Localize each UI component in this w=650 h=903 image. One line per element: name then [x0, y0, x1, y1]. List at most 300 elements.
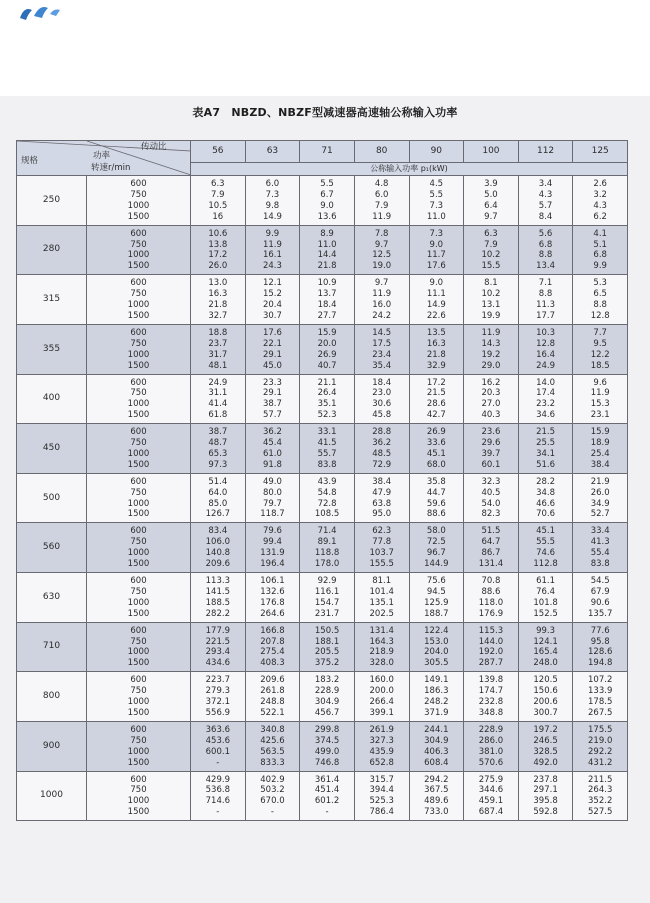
power-value: 118.7 [260, 509, 285, 520]
power-value: 29.1 [262, 349, 282, 360]
speed-value: 1000 [127, 349, 150, 360]
size-cell: 630 [17, 573, 87, 623]
power-value: 132.6 [260, 586, 285, 597]
power-value: 11.1 [426, 289, 446, 300]
power-value: 261.8 [260, 686, 285, 697]
power-value: 149.1 [424, 675, 449, 686]
ratio-header-cell: 56 [191, 141, 246, 163]
power-value: 39.7 [481, 448, 501, 459]
power-value: 4.1 [593, 228, 607, 239]
speed-value: 750 [130, 586, 147, 597]
power-value: 51.6 [536, 459, 556, 470]
power-cell [300, 771, 355, 821]
power-value: 10.2 [481, 250, 501, 261]
power-value: 164.3 [369, 636, 394, 647]
speed-cell [87, 573, 191, 623]
power-value: 3.9 [484, 179, 498, 189]
power-cell [464, 473, 519, 523]
power-value: 19.9 [481, 310, 501, 321]
speed-cell [87, 672, 191, 722]
power-value: 6.0 [374, 189, 389, 200]
power-value: 264.3 [588, 785, 613, 796]
power-value: 5.1 [593, 239, 607, 250]
power-cell [409, 275, 464, 325]
speed-value: 1500 [127, 410, 150, 421]
power-cell [245, 424, 300, 474]
power-value: 425.6 [260, 735, 285, 746]
power-cell [573, 324, 628, 374]
ratio-header-cell: 90 [409, 141, 464, 163]
power-cell [354, 374, 409, 424]
power-cell [518, 672, 573, 722]
power-value: 32.7 [208, 310, 228, 321]
power-value: 11.9 [262, 239, 282, 250]
speed-value: 600 [130, 576, 147, 586]
power-value: 687.4 [478, 807, 504, 818]
power-value: 231.7 [314, 608, 340, 619]
power-value: 144.9 [424, 559, 449, 570]
power-value: 13.0 [208, 278, 228, 289]
power-value: 287.7 [478, 658, 504, 669]
power-value: 55.5 [536, 537, 556, 548]
power-value: 35.4 [372, 360, 392, 371]
power-cell [245, 324, 300, 374]
power-value: 41.5 [317, 438, 337, 449]
power-cell [464, 771, 519, 821]
power-value: 23.7 [208, 338, 228, 349]
power-value: 395.8 [533, 796, 558, 807]
power-value: 10.9 [317, 278, 337, 289]
power-cell [300, 176, 355, 226]
power-value: 178.5 [588, 697, 613, 708]
power-value: 21.8 [426, 349, 446, 360]
power-value: 19.2 [481, 349, 501, 360]
speed-label: 转速r/min [91, 163, 131, 173]
power-value: 95.8 [590, 636, 610, 647]
power-value: 11.9 [481, 327, 501, 338]
power-value: 33.4 [590, 526, 610, 537]
power-value: 9.0 [429, 239, 444, 250]
power-value: 52.7 [590, 509, 610, 520]
power-value: 63.8 [372, 498, 392, 509]
power-value: 228.9 [478, 724, 504, 735]
power-value: 14.9 [426, 300, 446, 311]
power-value: 4.3 [593, 200, 607, 211]
size-cell: 250 [17, 176, 87, 226]
power-value: 155.5 [369, 559, 394, 570]
power-value: 118.8 [314, 548, 340, 559]
power-value: 88.6 [426, 509, 446, 520]
power-value: 200.6 [533, 697, 558, 708]
power-value: 106.0 [205, 537, 230, 548]
power-value: 144.0 [478, 636, 504, 647]
power-value: 21.8 [317, 261, 337, 272]
power-value: 492.0 [533, 757, 558, 768]
size-cell: 1000 [17, 771, 87, 821]
power-value: 120.5 [533, 675, 558, 686]
speed-value: 600 [130, 526, 147, 537]
power-value: 556.9 [205, 707, 230, 718]
speed-value: 600 [130, 675, 147, 686]
power-cell [191, 721, 246, 771]
power-value: 17.4 [536, 388, 556, 399]
power-value: 9.0 [429, 278, 444, 289]
power-cell [300, 424, 355, 474]
power-value: 361.4 [314, 774, 340, 785]
power-value: - [270, 807, 274, 818]
power-value: 35.8 [426, 476, 446, 487]
power-value: 16.4 [536, 349, 556, 360]
power-value: 489.6 [424, 796, 449, 807]
power-cell [409, 573, 464, 623]
power-value: 8.8 [593, 300, 607, 311]
power-value: 77.8 [372, 537, 392, 548]
power-cell [573, 573, 628, 623]
power-value: 6.8 [538, 239, 553, 250]
power-value: 17.2 [208, 250, 228, 261]
table-row [17, 771, 628, 821]
power-value: 264.6 [260, 608, 285, 619]
power-cell [518, 324, 573, 374]
power-value: 16.2 [481, 377, 501, 388]
power-value: 23.0 [372, 388, 392, 399]
power-value: 3.2 [593, 189, 607, 200]
power-value: 6.7 [320, 189, 334, 200]
power-value: 139.8 [478, 675, 504, 686]
speed-cell [87, 721, 191, 771]
power-cell [464, 324, 519, 374]
power-value: 9.8 [265, 200, 280, 211]
power-value: 431.2 [588, 757, 613, 768]
power-value: 8.8 [538, 250, 553, 261]
power-value: 267.5 [588, 707, 613, 718]
power-value: 152.5 [533, 608, 558, 619]
size-cell: 355 [17, 324, 87, 374]
power-value: 228.9 [314, 686, 340, 697]
power-value: 204.0 [424, 647, 449, 658]
speed-value: 750 [130, 289, 147, 300]
power-value: 305.5 [424, 658, 449, 669]
power-value: 211.5 [588, 774, 613, 785]
power-value: 372.1 [205, 697, 230, 708]
power-value: 188.5 [205, 597, 230, 608]
power-value: 15.9 [590, 427, 610, 438]
power-cell [573, 176, 628, 226]
power-cell [409, 176, 464, 226]
power-value: 32.3 [481, 476, 501, 487]
power-value: 299.8 [314, 724, 340, 735]
power-value: 3.4 [538, 179, 553, 189]
power-value: 453.6 [205, 735, 230, 746]
power-value: 115.3 [478, 625, 504, 636]
power-label: 功率 [93, 151, 111, 161]
power-cell [245, 672, 300, 722]
power-value: 11.0 [426, 211, 446, 222]
speed-cell [87, 523, 191, 573]
size-cell: 400 [17, 374, 87, 424]
power-value: 286.0 [478, 735, 504, 746]
power-value: 38.4 [372, 476, 392, 487]
power-value: 714.6 [205, 796, 230, 807]
speed-value: 750 [130, 438, 147, 449]
power-value: 5.7 [538, 200, 553, 211]
power-value: 23.4 [372, 349, 392, 360]
table-title: 表A7 NBZD、NBZF型减速器高速轴公称输入功率 [192, 106, 458, 119]
power-table [16, 140, 628, 821]
unit-label: 公称输入功率 p₁(kW) [191, 163, 628, 176]
power-value: 101.4 [369, 586, 394, 597]
power-cell [573, 225, 628, 275]
table-row [17, 573, 628, 623]
power-value: 24.9 [536, 360, 556, 371]
power-value: 113.3 [205, 576, 230, 586]
power-value: 83.8 [590, 559, 610, 570]
power-value: 5.6 [538, 228, 553, 239]
power-cell [464, 176, 519, 226]
ratio-header-cell: 80 [354, 141, 409, 163]
speed-value: 600 [130, 724, 147, 735]
power-value: 40.5 [481, 487, 501, 498]
power-value: 26.9 [317, 349, 337, 360]
power-value: 11.9 [372, 289, 392, 300]
power-value: 9.7 [374, 278, 389, 289]
power-value: 525.3 [369, 796, 394, 807]
power-value: 7.1 [538, 278, 553, 289]
power-cell [191, 424, 246, 474]
power-value: 17.2 [426, 377, 446, 388]
power-value: 205.5 [314, 647, 340, 658]
power-value: 131.4 [478, 559, 504, 570]
power-value: 23.6 [481, 427, 501, 438]
ratio-header-cell: 100 [464, 141, 519, 163]
power-value: 122.4 [424, 625, 449, 636]
power-cell [191, 771, 246, 821]
speed-value: 750 [130, 785, 147, 796]
power-value: 536.8 [205, 785, 230, 796]
power-value: 14.5 [372, 327, 392, 338]
power-value: 133.9 [588, 686, 613, 697]
power-cell [409, 622, 464, 672]
table-row [17, 622, 628, 672]
power-value: 150.6 [533, 686, 558, 697]
speed-value: 1000 [127, 200, 150, 211]
speed-cell [87, 225, 191, 275]
power-value: 186.3 [424, 686, 449, 697]
table-row [17, 473, 628, 523]
power-value: 197.2 [533, 724, 558, 735]
power-value: 4.5 [429, 179, 444, 189]
power-value: 399.1 [369, 707, 394, 718]
power-value: 188.1 [314, 636, 340, 647]
power-cell [573, 622, 628, 672]
power-value: 51.4 [208, 476, 228, 487]
power-value: 124.1 [533, 636, 558, 647]
power-value: 13.6 [317, 211, 337, 222]
power-value: 21.9 [590, 476, 610, 487]
power-value: 20.4 [262, 300, 282, 311]
power-cell [409, 324, 464, 374]
power-cell [354, 424, 409, 474]
power-value: 21.1 [317, 377, 337, 388]
speed-value: 750 [130, 686, 147, 697]
power-value: 246.5 [533, 735, 558, 746]
power-value: 340.8 [260, 724, 285, 735]
power-value: 54.5 [590, 576, 610, 586]
power-value: 29.0 [481, 360, 501, 371]
power-value: 15.3 [590, 399, 610, 410]
power-value: 18.4 [372, 377, 392, 388]
power-cell [354, 225, 409, 275]
brand-logo-icon [14, 2, 74, 22]
speed-value: 600 [130, 427, 147, 438]
speed-value: 750 [130, 487, 147, 498]
speed-cell [87, 275, 191, 325]
ratio-header-row [17, 141, 628, 163]
power-value: 13.5 [426, 327, 446, 338]
power-value: 408.3 [260, 658, 285, 669]
power-value: 6.8 [593, 250, 607, 261]
power-value: 70.8 [481, 576, 501, 586]
power-value: 58.0 [426, 526, 446, 537]
power-value: 81.1 [372, 576, 392, 586]
power-value: 34.6 [536, 410, 556, 421]
power-value: 11.9 [372, 211, 392, 222]
power-value: 7.9 [484, 239, 498, 250]
power-value: 328.5 [533, 746, 558, 757]
power-cell [409, 374, 464, 424]
power-value: 352.2 [588, 796, 613, 807]
power-value: 7.9 [211, 189, 225, 200]
power-cell [354, 721, 409, 771]
power-value: 112.8 [533, 559, 558, 570]
power-value: 28.6 [426, 399, 446, 410]
power-value: 248.0 [533, 658, 558, 669]
power-value: 125.9 [424, 597, 449, 608]
power-value: 12.2 [590, 349, 610, 360]
power-cell [300, 721, 355, 771]
power-value: 292.2 [588, 746, 613, 757]
power-value: 7.7 [593, 327, 607, 338]
power-value: 12.1 [262, 278, 282, 289]
power-value: 261.9 [369, 724, 394, 735]
power-value: 363.6 [205, 724, 230, 735]
power-value: 746.8 [314, 757, 340, 768]
speed-value: 1000 [127, 796, 150, 807]
power-value: 72.9 [372, 459, 392, 470]
header-corner-cell [17, 141, 191, 176]
power-value: 45.4 [262, 438, 282, 449]
power-value: 135.1 [369, 597, 394, 608]
power-value: 38.4 [590, 459, 610, 470]
power-value: 833.3 [260, 757, 285, 768]
power-cell [464, 523, 519, 573]
power-value: 406.3 [424, 746, 449, 757]
power-cell [464, 275, 519, 325]
power-value: 23.3 [262, 377, 282, 388]
speed-value: 1500 [127, 757, 150, 768]
power-value: 223.7 [205, 675, 230, 686]
power-cell [191, 324, 246, 374]
power-value: 61.1 [536, 576, 556, 586]
power-cell [573, 374, 628, 424]
speed-value: 600 [130, 476, 147, 487]
power-value: 218.9 [369, 647, 394, 658]
power-value: 128.6 [588, 647, 613, 658]
power-value: 108.5 [314, 509, 340, 520]
power-value: 135.7 [588, 608, 613, 619]
power-cell [409, 721, 464, 771]
power-cell [518, 374, 573, 424]
power-cell [191, 225, 246, 275]
power-value: 14.9 [262, 211, 282, 222]
power-value: 22.1 [262, 338, 282, 349]
power-value: 7.3 [429, 200, 444, 211]
power-value: 88.6 [481, 586, 501, 597]
power-value: 275.9 [478, 774, 504, 785]
power-value: 304.9 [314, 697, 340, 708]
power-value: 85.0 [208, 498, 228, 509]
power-cell [245, 275, 300, 325]
power-value: 188.7 [424, 608, 449, 619]
table-row [17, 225, 628, 275]
power-value: 166.8 [260, 625, 285, 636]
power-cell [518, 721, 573, 771]
power-value: 207.8 [260, 636, 285, 647]
power-value: 32.9 [426, 360, 446, 371]
power-value: 4.8 [374, 179, 389, 189]
power-value: 26.4 [317, 388, 337, 399]
power-value: 13.8 [208, 239, 228, 250]
power-value: 12.8 [590, 310, 610, 321]
size-cell: 710 [17, 622, 87, 672]
power-value: 282.2 [205, 608, 230, 619]
power-value: 7.3 [265, 189, 280, 200]
power-value: 522.1 [260, 707, 285, 718]
power-value: 153.0 [424, 636, 449, 647]
table-row [17, 275, 628, 325]
table-row [17, 324, 628, 374]
power-value: 101.8 [533, 597, 558, 608]
power-value: 48.1 [208, 360, 228, 371]
power-value: 435.9 [369, 746, 394, 757]
power-value: 79.7 [262, 498, 282, 509]
power-value: 21.8 [208, 300, 228, 311]
power-value: 5.3 [593, 278, 607, 289]
power-value: 16.3 [426, 338, 446, 349]
power-value: 27.7 [317, 310, 337, 321]
power-value: 62.3 [372, 526, 392, 537]
power-value: 18.8 [208, 327, 228, 338]
power-value: 9.6 [593, 377, 607, 388]
power-value: 8.1 [484, 278, 498, 289]
power-cell [518, 424, 573, 474]
speed-cell [87, 771, 191, 821]
power-value: 24.2 [372, 310, 392, 321]
power-value: 786.4 [369, 807, 394, 818]
power-value: 74.6 [536, 548, 556, 559]
power-value: 95.0 [372, 509, 392, 520]
power-value: 608.4 [424, 757, 449, 768]
power-cell [464, 374, 519, 424]
speed-value: 1000 [127, 448, 150, 459]
power-value: 5.5 [429, 189, 444, 200]
power-value: 6.5 [593, 289, 607, 300]
power-cell [191, 672, 246, 722]
power-value: 165.4 [533, 647, 558, 658]
power-value: 30.7 [262, 310, 282, 321]
power-cell [573, 721, 628, 771]
power-value: 13.7 [317, 289, 337, 300]
